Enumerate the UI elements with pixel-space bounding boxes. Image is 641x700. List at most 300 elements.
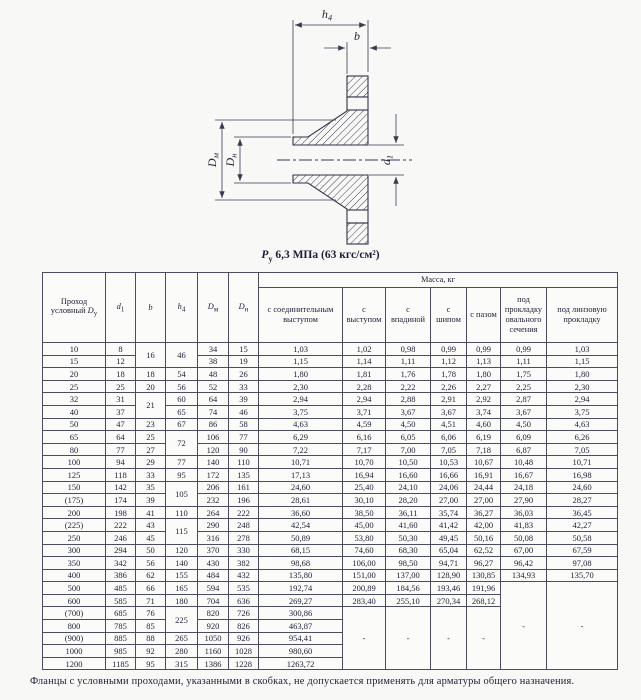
table-cell: 96,42 <box>501 557 547 570</box>
table-cell: 42,27 <box>547 519 618 532</box>
table-cell: 6,19 <box>467 431 501 444</box>
table-cell: 820 <box>198 607 229 620</box>
table-cell: 46 <box>229 405 259 418</box>
table-cell: 98,68 <box>259 557 343 570</box>
table-cell: 264 <box>198 506 229 519</box>
flange-drawing <box>0 0 641 250</box>
table-cell: 1,11 <box>386 355 431 368</box>
table-cell: 39 <box>136 494 166 507</box>
table-cell: 27,90 <box>501 494 547 507</box>
table-cell: 58 <box>229 418 259 431</box>
table-cell: 165 <box>166 582 198 595</box>
table-cell: 92 <box>136 645 166 658</box>
table-cell: 106 <box>198 431 229 444</box>
table-cell: 2,27 <box>467 380 501 393</box>
table-cell: 2,30 <box>547 380 618 393</box>
table-cell: 140 <box>198 456 229 469</box>
table-cell: 382 <box>229 557 259 570</box>
table-cell: 1,14 <box>343 355 386 368</box>
table-cell: 30,10 <box>343 494 386 507</box>
table-row <box>43 393 618 406</box>
dim-label-b: b <box>354 29 360 43</box>
table-cell: 95 <box>136 657 166 670</box>
table-cell: 1,13 <box>467 355 501 368</box>
mass-group-header: Масса, кг <box>259 273 618 288</box>
table-cell: 180 <box>166 594 198 607</box>
table-cell: 23 <box>136 418 166 431</box>
table-cell: 50 <box>136 544 166 557</box>
table-cell: 74,60 <box>343 544 386 557</box>
table-cell: 155 <box>166 569 198 582</box>
cell-dy: 350 <box>43 557 106 570</box>
table-cell: 6,09 <box>501 431 547 444</box>
column-header: b <box>136 273 166 343</box>
table-cell: 4,50 <box>386 418 431 431</box>
table-cell: 192,74 <box>259 582 343 595</box>
table-cell: 33 <box>136 468 166 481</box>
table-cell: 265 <box>166 632 198 645</box>
table-cell: 8 <box>106 343 136 356</box>
table-cell: 97,08 <box>547 557 618 570</box>
table-cell: 7,18 <box>467 443 501 456</box>
table-cell: 294 <box>106 544 136 557</box>
table-cell: 56 <box>136 557 166 570</box>
table-cell: 6,87 <box>501 443 547 456</box>
footnote-text: Фланцы с условными проходами, указанными в скобках, не допускается применять для арматуры общего назначения. <box>30 676 575 687</box>
table-cell: 585 <box>106 594 136 607</box>
cell-dy: 1000 <box>43 645 106 658</box>
table-cell: 726 <box>229 607 259 620</box>
table-cell: 1,15 <box>547 355 618 368</box>
column-header: $h_4$ <box>166 273 198 343</box>
table-cell: 342 <box>106 557 136 570</box>
table-cell: 50,58 <box>547 531 618 544</box>
table-cell: 10,53 <box>431 456 467 469</box>
table-row <box>43 569 618 582</box>
table-cell: 222 <box>106 519 136 532</box>
table-cell: 24,44 <box>467 481 501 494</box>
table-row <box>43 443 618 456</box>
table-cell: 41,60 <box>386 519 431 532</box>
table-cell: 36,03 <box>501 506 547 519</box>
table-cell: 106,00 <box>343 557 386 570</box>
table-cell: 49,45 <box>431 531 467 544</box>
pressure-symbol: Р <box>261 249 269 261</box>
cell-dy: 50 <box>43 418 106 431</box>
table-cell: 36,11 <box>386 506 431 519</box>
table-cell: 463,87 <box>259 620 343 633</box>
column-header: $d_1$ <box>106 273 136 343</box>
table-cell: 1,11 <box>501 355 547 368</box>
table-cell: 37 <box>106 405 136 418</box>
table-cell: 151,00 <box>343 569 386 582</box>
table-cell: 42,00 <box>467 519 501 532</box>
table-cell: 17,13 <box>259 468 343 481</box>
table-cell: 85 <box>136 620 166 633</box>
table-cell: 110 <box>229 456 259 469</box>
column-header: $D_н$ <box>229 273 259 343</box>
table-cell: 135 <box>229 468 259 481</box>
table-cell: 135,70 <box>547 569 618 582</box>
table-row <box>43 355 618 368</box>
table-cell: 636 <box>229 594 259 607</box>
flange-table <box>42 272 618 670</box>
table-cell: 3,74 <box>467 405 501 418</box>
table-cell: 77 <box>106 443 136 456</box>
table-cell: 18 <box>136 368 166 381</box>
table-cell: 64 <box>198 393 229 406</box>
cell-dy: 300 <box>43 544 106 557</box>
table-cell: 2,22 <box>386 380 431 393</box>
table-cell: 24,10 <box>386 481 431 494</box>
table-cell: 0,99 <box>501 343 547 356</box>
cell-dy: 10 <box>43 343 106 356</box>
table-cell: 3,75 <box>259 405 343 418</box>
table-cell: 315 <box>166 657 198 670</box>
table-cell: 926 <box>229 632 259 645</box>
table-cell: 36,45 <box>547 506 618 519</box>
table-cell: 98,50 <box>386 557 431 570</box>
cell-dy: 25 <box>43 380 106 393</box>
table-cell: 25 <box>106 380 136 393</box>
table-cell: 118 <box>106 468 136 481</box>
table-cell: 142 <box>106 481 136 494</box>
table-cell: 985 <box>106 645 136 658</box>
table-cell: 3,75 <box>547 405 618 418</box>
dim-label-h4: $h_4$ <box>321 7 333 23</box>
table-cell: 430 <box>198 557 229 570</box>
table-cell: 34 <box>198 343 229 356</box>
mass-column-header: с шипом <box>431 288 467 343</box>
table-cell: 50,16 <box>467 531 501 544</box>
table-cell: 255,10 <box>386 594 431 607</box>
cell-dy: 15 <box>43 355 106 368</box>
cell-dy: (700) <box>43 607 106 620</box>
table-cell: 21 <box>136 393 166 418</box>
table-cell: 10,71 <box>259 456 343 469</box>
table-cell: 27,00 <box>467 494 501 507</box>
cell-dy: 200 <box>43 506 106 519</box>
table-cell: 432 <box>229 569 259 582</box>
table-cell: 24,18 <box>501 481 547 494</box>
table-cell: 50,08 <box>501 531 547 544</box>
table-row <box>43 380 618 393</box>
table-cell: 16,91 <box>467 468 501 481</box>
table-cell: 198 <box>106 506 136 519</box>
table-row <box>43 582 618 595</box>
table-cell: 161 <box>229 481 259 494</box>
table-cell: 1028 <box>229 645 259 658</box>
table-cell: 64 <box>106 431 136 444</box>
table-cell: 24,06 <box>431 481 467 494</box>
table-row <box>43 368 618 381</box>
dim-label-dm: $D_м$ <box>205 152 221 168</box>
table-cell: 6,06 <box>431 431 467 444</box>
table-cell: 105 <box>166 481 198 506</box>
table-cell: 954,41 <box>259 632 343 645</box>
table-cell: 232 <box>198 494 229 507</box>
table-cell: 6,26 <box>547 431 618 444</box>
table-cell: 290 <box>198 519 229 532</box>
table-row <box>43 456 618 469</box>
table-cell: 39 <box>229 393 259 406</box>
table-cell: 1263,72 <box>259 657 343 670</box>
table-cell: 270,34 <box>431 594 467 607</box>
table-cell: - <box>343 607 386 670</box>
table-cell: 130,85 <box>467 569 501 582</box>
table-cell: 18 <box>106 368 136 381</box>
table-cell: 184,56 <box>386 582 431 595</box>
table-cell: 3,67 <box>501 405 547 418</box>
table-cell: 4,60 <box>467 418 501 431</box>
table-cell: 74 <box>198 405 229 418</box>
table-body <box>43 343 618 670</box>
table-cell: 3,71 <box>343 405 386 418</box>
table-row <box>43 494 618 507</box>
table-cell: 43 <box>136 519 166 532</box>
table-cell: 67 <box>166 418 198 431</box>
table-cell: 2,26 <box>431 380 467 393</box>
table-cell: 28,61 <box>259 494 343 507</box>
table-cell: 54 <box>166 368 198 381</box>
table-cell: 35,74 <box>431 506 467 519</box>
table-cell: 2,30 <box>259 380 343 393</box>
table-cell: 200,89 <box>343 582 386 595</box>
table-cell: 41,42 <box>431 519 467 532</box>
table-cell: 16,66 <box>431 468 467 481</box>
table-row <box>43 343 618 356</box>
table-cell: 2,88 <box>386 393 431 406</box>
table-cell: 174 <box>106 494 136 507</box>
table-cell: 222 <box>229 506 259 519</box>
cell-dy: 20 <box>43 368 106 381</box>
table-cell: 280 <box>166 645 198 658</box>
table-cell: 16,98 <box>547 468 618 481</box>
table-cell: 1185 <box>106 657 136 670</box>
table-cell: 2,25 <box>501 380 547 393</box>
table-cell: 16,67 <box>501 468 547 481</box>
table-cell: 10,67 <box>467 456 501 469</box>
table-cell: 6,16 <box>343 431 386 444</box>
table-cell: 704 <box>198 594 229 607</box>
table-cell: 42,54 <box>259 519 343 532</box>
pressure-caption: $Р_у$ 6,3 МПа (63 кгс/см²) <box>261 249 380 264</box>
table-cell: 25,40 <box>343 481 386 494</box>
table-cell: 4,59 <box>343 418 386 431</box>
table-cell: 26 <box>229 368 259 381</box>
table-cell: 3,67 <box>431 405 467 418</box>
table-cell: - <box>501 582 547 670</box>
table-cell: 31 <box>106 393 136 406</box>
table-cell: 65 <box>166 405 198 418</box>
table-cell: 36,60 <box>259 506 343 519</box>
table-cell: 47 <box>106 418 136 431</box>
table-cell: 785 <box>106 620 136 633</box>
table-cell: 0,99 <box>431 343 467 356</box>
table-cell: 50,89 <box>259 531 343 544</box>
table-row <box>43 431 618 444</box>
table-cell: 1,80 <box>547 368 618 381</box>
table-cell: 52 <box>198 380 229 393</box>
table-cell: 94,71 <box>431 557 467 570</box>
table-cell: 1386 <box>198 657 229 670</box>
cell-dy: (175) <box>43 494 106 507</box>
table-cell: 0,99 <box>467 343 501 356</box>
table-cell: 94 <box>106 456 136 469</box>
table-cell: 2,94 <box>259 393 343 406</box>
table-cell: 60 <box>166 393 198 406</box>
table-cell: 1050 <box>198 632 229 645</box>
table-cell: 4,63 <box>259 418 343 431</box>
table-cell: 1,80 <box>259 368 343 381</box>
table-cell: 15 <box>229 343 259 356</box>
table-row <box>43 544 618 557</box>
table-cell: 920 <box>198 620 229 633</box>
table-cell: 137,00 <box>386 569 431 582</box>
table-cell: 1,80 <box>467 368 501 381</box>
table-cell: - <box>431 607 467 670</box>
table-row <box>43 506 618 519</box>
table-cell: 10,48 <box>501 456 547 469</box>
table-row <box>43 531 618 544</box>
table-cell: 283,40 <box>343 594 386 607</box>
mass-column-header: с пазом <box>467 288 501 343</box>
table-cell: 269,27 <box>259 594 343 607</box>
table-cell: 12 <box>106 355 136 368</box>
table-cell: 10,71 <box>547 456 618 469</box>
table-cell: 50,30 <box>386 531 431 544</box>
cell-dy: 1200 <box>43 657 106 670</box>
table-cell: 370 <box>198 544 229 557</box>
table-cell: 90 <box>229 443 259 456</box>
cell-dy: 800 <box>43 620 106 633</box>
table-cell: 16 <box>136 343 166 368</box>
table-cell: 25 <box>136 431 166 444</box>
table-cell: 20 <box>136 380 166 393</box>
table-cell: 1,03 <box>259 343 343 356</box>
table-cell: 29 <box>136 456 166 469</box>
table-cell: 16,60 <box>386 468 431 481</box>
table-cell: 62,52 <box>467 544 501 557</box>
table-cell: 225 <box>166 607 198 632</box>
table-cell: 4,51 <box>431 418 467 431</box>
table-cell: 27 <box>136 443 166 456</box>
table-row <box>43 405 618 418</box>
table-cell: 56 <box>166 380 198 393</box>
table-cell: 1,12 <box>431 355 467 368</box>
cell-dy: 125 <box>43 468 106 481</box>
table-cell: 120 <box>198 443 229 456</box>
dimension-b <box>324 29 391 74</box>
table-cell: 115 <box>166 519 198 544</box>
mass-column-header: под прокладку овального сечения <box>501 288 547 343</box>
table-cell: 95 <box>166 468 198 481</box>
table-cell: 1,03 <box>547 343 618 356</box>
table-cell: 28,27 <box>547 494 618 507</box>
cell-dy: (900) <box>43 632 106 645</box>
table-cell: 88 <box>136 632 166 645</box>
table-cell: 2,92 <box>467 393 501 406</box>
table-cell: 268,12 <box>467 594 501 607</box>
table-cell: 62 <box>136 569 166 582</box>
table-cell: 71 <box>136 594 166 607</box>
cell-dy: 80 <box>43 443 106 456</box>
cell-dy: 500 <box>43 582 106 595</box>
table-cell: 45 <box>136 531 166 544</box>
table-cell: 48 <box>198 368 229 381</box>
table-cell: 65,04 <box>431 544 467 557</box>
table-cell: 206 <box>198 481 229 494</box>
table-cell: 386 <box>106 569 136 582</box>
table-cell: 1,76 <box>386 368 431 381</box>
table-cell: 7,22 <box>259 443 343 456</box>
table-cell: 2,94 <box>343 393 386 406</box>
table-cell: 1,15 <box>259 355 343 368</box>
table-cell: 77 <box>166 456 198 469</box>
table-cell: 72 <box>166 431 198 456</box>
table-cell: 120 <box>166 544 198 557</box>
table-cell: 191,96 <box>467 582 501 595</box>
table-cell: 1,02 <box>343 343 386 356</box>
cell-dy: 250 <box>43 531 106 544</box>
table-cell: 2,94 <box>547 393 618 406</box>
table-cell: 53,80 <box>343 531 386 544</box>
cell-dy: 400 <box>43 569 106 582</box>
table-cell: 77 <box>229 431 259 444</box>
table-cell: 685 <box>106 607 136 620</box>
table-cell: 172 <box>198 468 229 481</box>
table-cell: 38 <box>198 355 229 368</box>
table-cell: 1,75 <box>501 368 547 381</box>
mass-column-header: под линзовую прокладку <box>547 288 618 343</box>
table-cell: 140 <box>166 557 198 570</box>
table-cell: 135,80 <box>259 569 343 582</box>
table-cell: 10,50 <box>386 456 431 469</box>
table-cell: 6,05 <box>386 431 431 444</box>
cell-dy: 150 <box>43 481 106 494</box>
cell-dy: (225) <box>43 519 106 532</box>
table-cell: 41,83 <box>501 519 547 532</box>
table-cell: 246 <box>106 531 136 544</box>
table-cell: 128,90 <box>431 569 467 582</box>
cell-dy: 32 <box>43 393 106 406</box>
column-header: Проход условный $D_у$ <box>43 273 106 343</box>
cell-dy: 600 <box>43 594 106 607</box>
table-row <box>43 557 618 570</box>
table-cell: - <box>386 607 431 670</box>
table-cell: 24,60 <box>547 481 618 494</box>
table-cell: 4,50 <box>501 418 547 431</box>
table-cell: 300,86 <box>259 607 343 620</box>
table-cell: 2,91 <box>431 393 467 406</box>
table-cell: 36,27 <box>467 506 501 519</box>
table-cell: 484 <box>198 569 229 582</box>
table-cell: 7,05 <box>431 443 467 456</box>
table-cell: 248 <box>229 519 259 532</box>
table-cell: 7,17 <box>343 443 386 456</box>
table-cell: 3,67 <box>386 405 431 418</box>
table-cell: 2,28 <box>343 380 386 393</box>
mass-group-row <box>43 273 618 288</box>
table-cell: 278 <box>229 531 259 544</box>
table-cell: 68,30 <box>386 544 431 557</box>
cell-dy: 40 <box>43 405 106 418</box>
table-cell: 67,00 <box>501 544 547 557</box>
table-cell: 86 <box>198 418 229 431</box>
table-cell: 76 <box>136 607 166 620</box>
cell-dy: 100 <box>43 456 106 469</box>
cell-dy: 65 <box>43 431 106 444</box>
